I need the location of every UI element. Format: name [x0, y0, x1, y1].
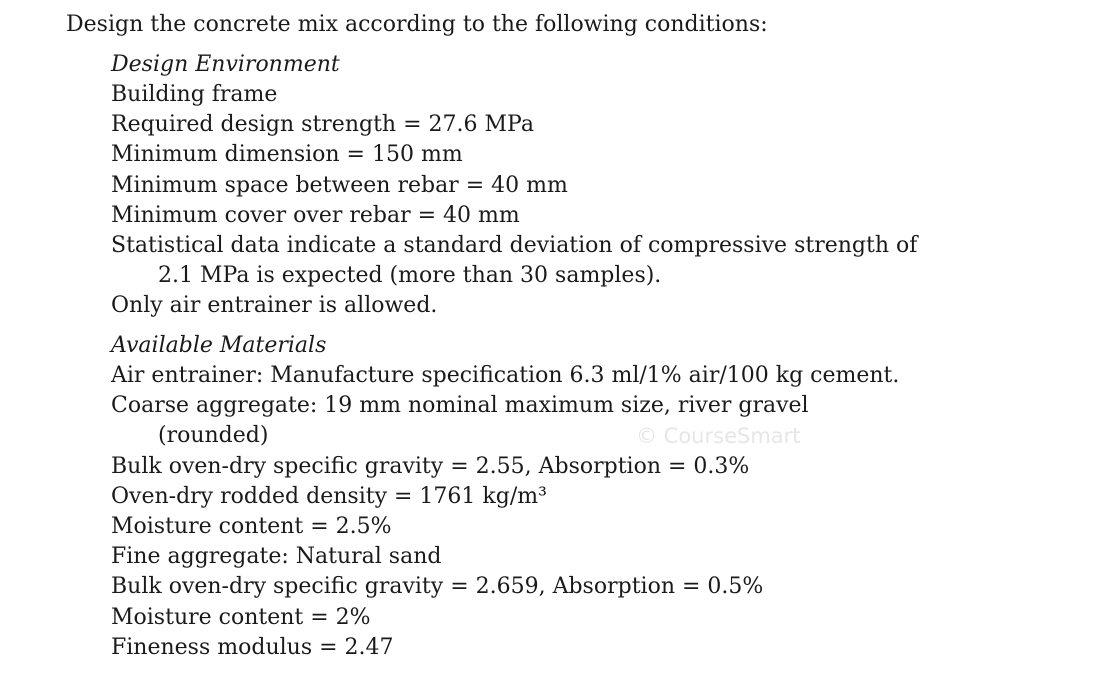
- design-environment-section: [111, 50, 917, 322]
- env-line-min-rebar-space: Minimum space between rebar = 40 mm: [111, 172, 568, 198]
- env-line-statistical-data-cont: 2.1 MPa is expected (more than 30 samples).: [158, 263, 662, 289]
- mat-line-coarse-aggregate-cont: (rounded): [158, 423, 269, 449]
- env-line-design-strength: Required design strength = 27.6 MPa: [111, 112, 534, 138]
- intro-text: Design the concrete mix according to the following conditions:: [66, 12, 768, 37]
- mat-line-coarse-moisture: Moisture content = 2.5%: [111, 514, 392, 540]
- mat-line-fine-moisture: Moisture content = 2%: [111, 604, 371, 630]
- mat-line-fine-specific-gravity: Bulk oven-dry specific gravity = 2.659, Absorption = 0.5%: [111, 574, 764, 600]
- env-line-statistical-data: Statistical data indicate a standard deviation of compressive strength of: [111, 233, 918, 259]
- design-environment-heading: Design Environment: [111, 52, 340, 77]
- mat-line-coarse-specific-gravity: Bulk oven-dry specific gravity = 2.55, Absorption = 0.3%: [111, 453, 750, 479]
- env-line-air-entrainer: Only air entrainer is allowed.: [111, 293, 438, 319]
- available-materials-section: [111, 331, 899, 663]
- mat-line-fineness-modulus: Fineness modulus = 2.47: [111, 634, 394, 660]
- env-line-building-frame: Building frame: [111, 82, 278, 107]
- watermark: © CourseSmart: [636, 424, 801, 448]
- mat-line-fine-aggregate: Fine aggregate: Natural sand: [111, 544, 442, 570]
- mat-line-coarse-aggregate: Coarse aggregate: 19 mm nominal maximum size, river gravel: [111, 393, 809, 419]
- env-line-min-dimension: Minimum dimension = 150 mm: [111, 142, 463, 168]
- mat-line-air-entrainer: Air entrainer: Manufacture specification 6.3 ml/1% air/100 kg cement.: [111, 363, 900, 388]
- env-line-min-rebar-cover: Minimum cover over rebar = 40 mm: [111, 202, 520, 228]
- available-materials-heading: Available Materials: [111, 333, 327, 358]
- mat-line-rodded-density: Oven-dry rodded density = 1761 kg/m³: [111, 483, 547, 509]
